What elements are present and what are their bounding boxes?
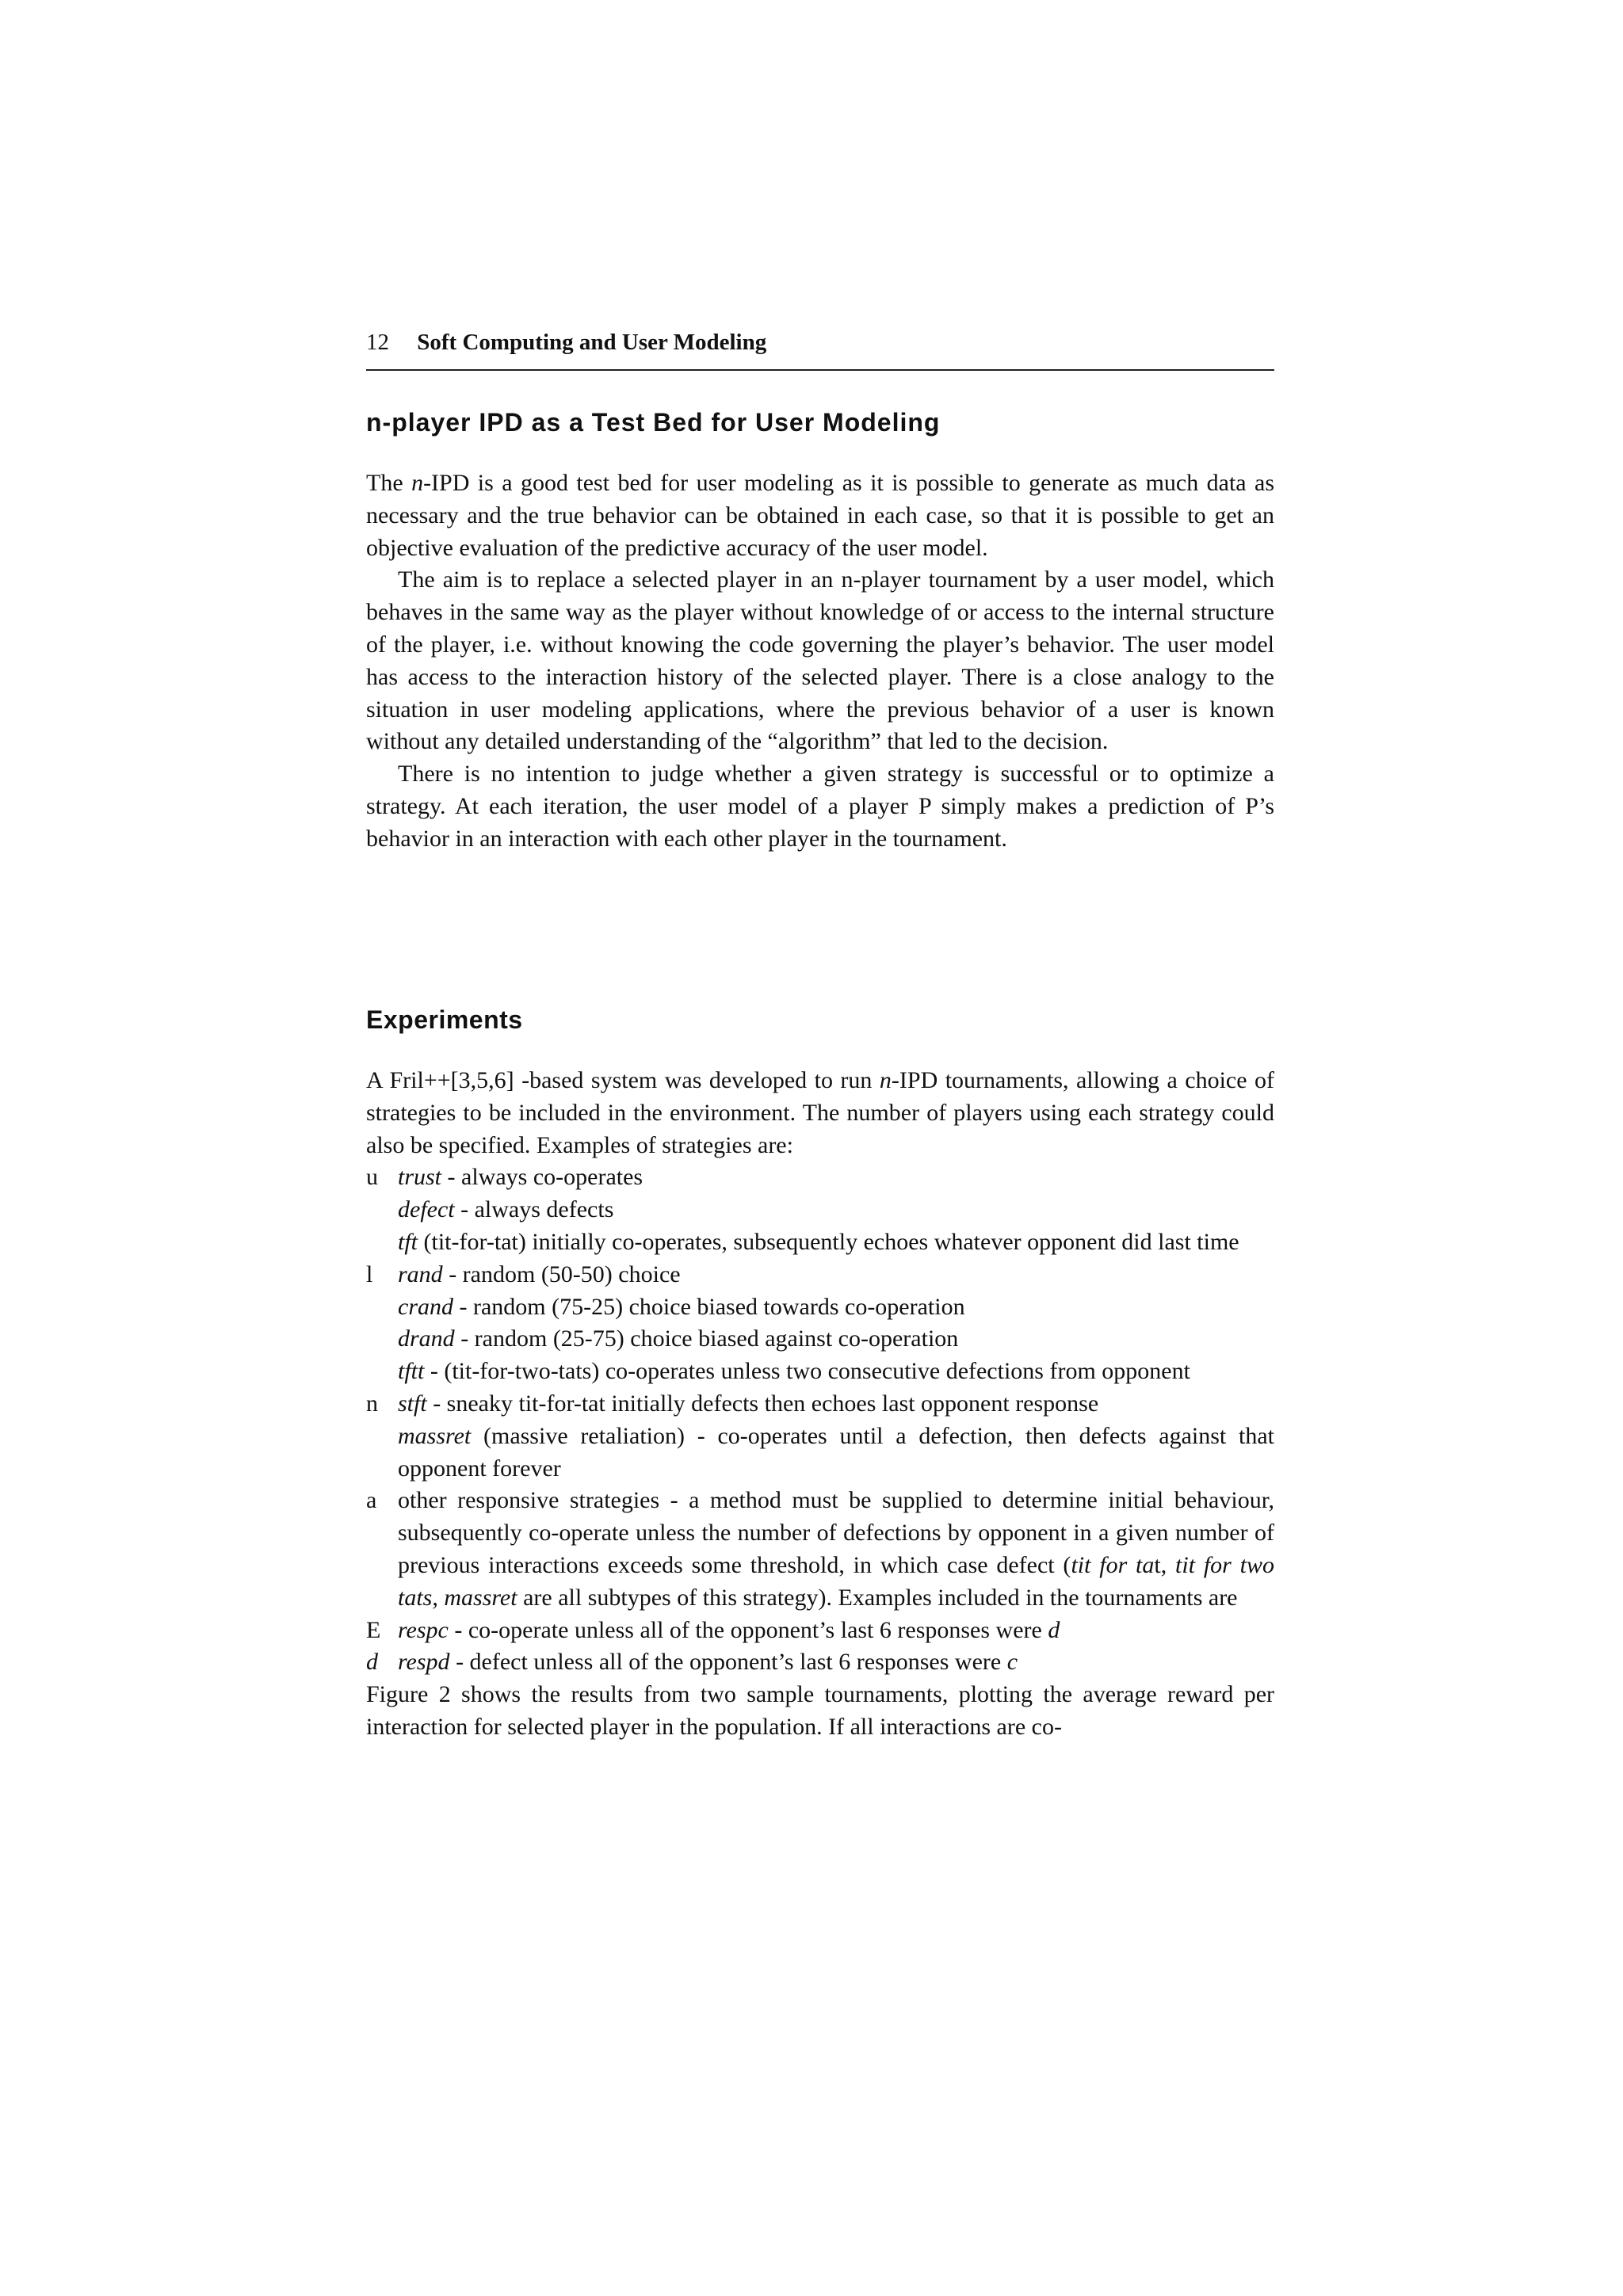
strategy-description: (tit-for-tat) initially co-operates, subsequently echoes whatever opponent did last time — [418, 1228, 1239, 1255]
paragraph: The aim is to replace a selected player in an n-player tournament by a user model, which behaves in the same way as the player without knowledge of or access to the internal structure of the player, i.e. without knowing the code governing the player’s behavior. The user model has access to the interaction history of the selected player. There is a close analogy to the situation in user modeling applications, where the previous behavior of a user is known without any detailed understanding of the “algorithm” that led to the decision. — [366, 566, 1274, 755]
strategy-item-other-responsive: a other responsive strategies - a method must be supplied to determine initial behaviour, subsequently co-operate unless the number of defections by opponent in a given number of previous interactions exceeds some threshold, in which case defect (tit for tat, tit for two tats, massret are all subtypes of this strategy). Examples included in the tournaments are — [366, 1485, 1274, 1614]
strategy-name: stft — [398, 1390, 427, 1417]
strategy-name: trust — [398, 1164, 442, 1191]
bullet-glyph: d — [366, 1649, 378, 1676]
section-heading-experiments: Experiments — [366, 1005, 523, 1034]
strategy-item — [366, 1388, 1274, 1421]
strategy-description: - (tit-for-two-tats) co-operates unless two consecutive defections from opponent — [424, 1358, 1190, 1385]
section-body-experiments — [366, 1065, 1274, 1744]
strategy-name: tft — [398, 1228, 418, 1255]
strategy-item-respc: E respc - co-operate unless all of the opponent’s last 6 responses were d — [366, 1615, 1274, 1647]
strategy-description: - random (50-50) choice — [442, 1261, 681, 1287]
strategy-item — [366, 1291, 1274, 1324]
running-title: Soft Computing and User Modeling — [417, 330, 767, 355]
strategy-item — [366, 1356, 1274, 1388]
paragraph: A Fril++[3,5,6] -based system was developed to run n-IPD tournaments, allowing a choice of strategies to be included in the environment. The number of players using each strategy could also be specified. Examples of strategies are: — [366, 1067, 1275, 1158]
strategy-item — [366, 1421, 1274, 1486]
strategy-item — [366, 1161, 1274, 1194]
strategy-name: rand — [398, 1261, 443, 1287]
strategy-description: - always co-operates — [441, 1164, 643, 1191]
strategy-name: respd — [398, 1649, 450, 1676]
section-heading-test-bed: n-player IPD as a Test Bed for User Modeling — [366, 408, 941, 437]
section-body-test-bed — [366, 467, 1274, 856]
bullet-glyph: l — [366, 1261, 373, 1287]
running-header — [366, 326, 1274, 371]
strategy-name: defect — [398, 1196, 455, 1223]
strategy-name: crand — [398, 1293, 453, 1320]
page-number: 12 — [366, 330, 389, 355]
strategy-description: - random (25-75) choice biased against co-operation — [454, 1325, 959, 1352]
bullet-glyph: a — [366, 1487, 377, 1514]
bullet-glyph: E — [366, 1616, 381, 1643]
strategy-name: respc — [398, 1616, 449, 1643]
strategy-item — [366, 1226, 1274, 1259]
strategy-item-respd: d respd - defect unless all of the opponent’s last 6 responses were c — [366, 1646, 1274, 1679]
strategy-description: - sneaky tit-for-tat initially defects then echoes last opponent response — [426, 1390, 1099, 1417]
strategy-description: - always defects — [454, 1196, 614, 1223]
strategy-name: drand — [398, 1325, 455, 1352]
strategy-description: (massive retaliation) - co-operates until a defection, then defects against that opponent forever — [398, 1422, 1274, 1482]
paragraph: The n-IPD is a good test bed for user modeling as it is possible to generate as much data as necessary and the true behavior can be obtained in each case, so that it is possible to get an objective evaluation of the predictive accuracy of the user model. — [366, 470, 1275, 561]
strategy-name: massret — [398, 1422, 472, 1449]
bullet-glyph: n — [366, 1390, 378, 1417]
strategy-item — [366, 1259, 1274, 1291]
bullet-glyph: u — [366, 1164, 378, 1191]
strategy-item — [366, 1194, 1274, 1226]
strategy-name: tftt — [398, 1358, 425, 1385]
strategy-item — [366, 1323, 1274, 1356]
strategy-description: - random (75-25) choice biased towards co-operation — [453, 1293, 965, 1320]
paragraph: There is no intention to judge whether a given strategy is successful or to optimize a strategy. At each iteration, the user model of a player P simply makes a prediction of P’s behavior in an interaction with each other player in the tournament. — [366, 761, 1274, 852]
paragraph: Figure 2 shows the results from two sample tournaments, plotting the average reward per interaction for selected player in the population. If all interactions are co- — [366, 1681, 1274, 1740]
